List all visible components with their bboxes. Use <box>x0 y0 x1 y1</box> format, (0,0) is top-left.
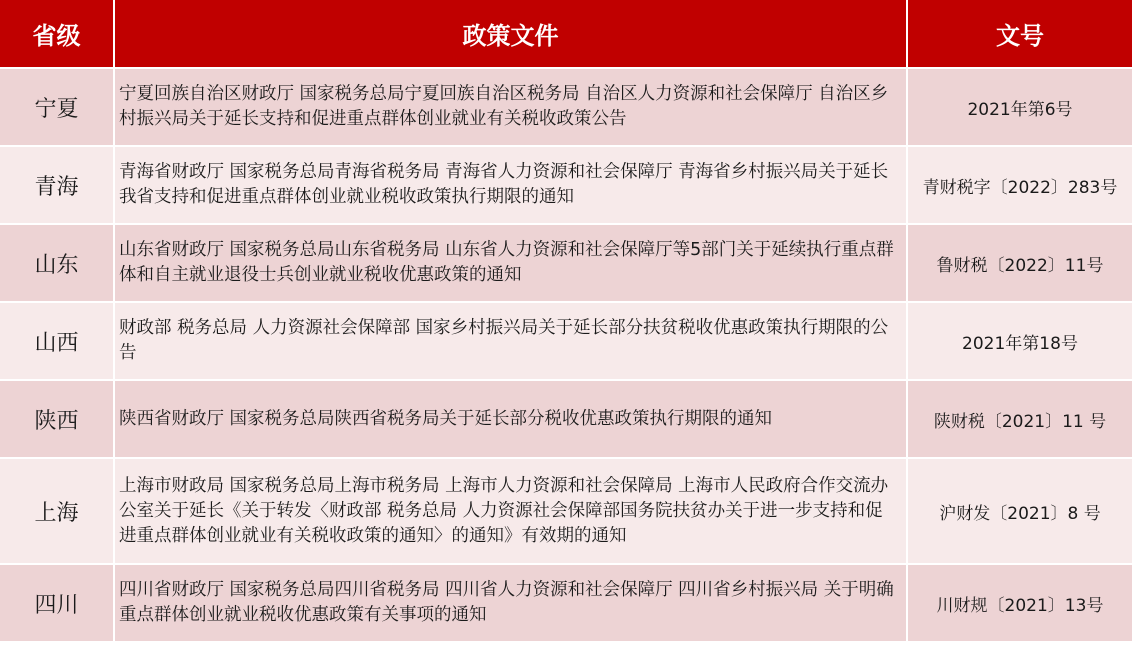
table-row <box>0 380 1132 458</box>
province-cell: 上海 <box>0 458 114 564</box>
province-cell: 山西 <box>0 302 114 380</box>
policy-cell: 青海省财政厅 国家税务总局青海省税务局 青海省人力资源和社会保障厅 青海省乡村振兴局关于延长我省支持和促进重点群体创业就业税收政策执行期限的通知 <box>114 146 907 224</box>
header-policy: 政策文件 <box>114 0 907 68</box>
doc-number-cell: 川财规〔2021〕13号 <box>907 564 1132 641</box>
province-cell: 陕西 <box>0 380 114 458</box>
province-cell: 青海 <box>0 146 114 224</box>
doc-number-cell: 2021年第18号 <box>907 302 1132 380</box>
policy-cell: 财政部 税务总局 人力资源社会保障部 国家乡村振兴局关于延长部分扶贫税收优惠政策执行期限的公告 <box>114 302 907 380</box>
doc-number-cell: 沪财发〔2021〕8 号 <box>907 458 1132 564</box>
table-row <box>0 68 1132 146</box>
doc-number-cell: 青财税字〔2022〕283号 <box>907 146 1132 224</box>
table-row <box>0 224 1132 302</box>
table-row <box>0 146 1132 224</box>
table-row <box>0 302 1132 380</box>
doc-number-cell: 鲁财税〔2022〕11号 <box>907 224 1132 302</box>
table-row <box>0 564 1132 641</box>
header-province: 省级 <box>0 0 114 68</box>
province-cell: 四川 <box>0 564 114 641</box>
policy-cell: 陕西省财政厅 国家税务总局陕西省税务局关于延长部分税收优惠政策执行期限的通知 <box>114 380 907 458</box>
province-cell: 宁夏 <box>0 68 114 146</box>
doc-number-cell: 陕财税〔2021〕11 号 <box>907 380 1132 458</box>
policy-cell: 四川省财政厅 国家税务总局四川省税务局 四川省人力资源和社会保障厅 四川省乡村振兴局 关于明确重点群体创业就业税收优惠政策有关事项的通知 <box>114 564 907 641</box>
table-row <box>0 458 1132 564</box>
policy-cell: 上海市财政局 国家税务总局上海市税务局 上海市人力资源和社会保障局 上海市人民政府合作交流办公室关于延长《关于转发〈财政部 税务总局 人力资源社会保障部国务院扶贫办关于进一步支持和促进重点群体创业就业有关税收政策的通知〉的通知》有效期的通知 <box>114 458 907 564</box>
table-header-row <box>0 0 1132 68</box>
policy-cell: 宁夏回族自治区财政厅 国家税务总局宁夏回族自治区税务局 自治区人力资源和社会保障厅 自治区乡村振兴局关于延长支持和促进重点群体创业就业有关税收政策公告 <box>114 68 907 146</box>
policy-cell: 山东省财政厅 国家税务总局山东省税务局 山东省人力资源和社会保障厅等5部门关于延续执行重点群体和自主就业退役士兵创业就业税收优惠政策的通知 <box>114 224 907 302</box>
header-doc-number: 文号 <box>907 0 1132 68</box>
doc-number-cell: 2021年第6号 <box>907 68 1132 146</box>
province-cell: 山东 <box>0 224 114 302</box>
